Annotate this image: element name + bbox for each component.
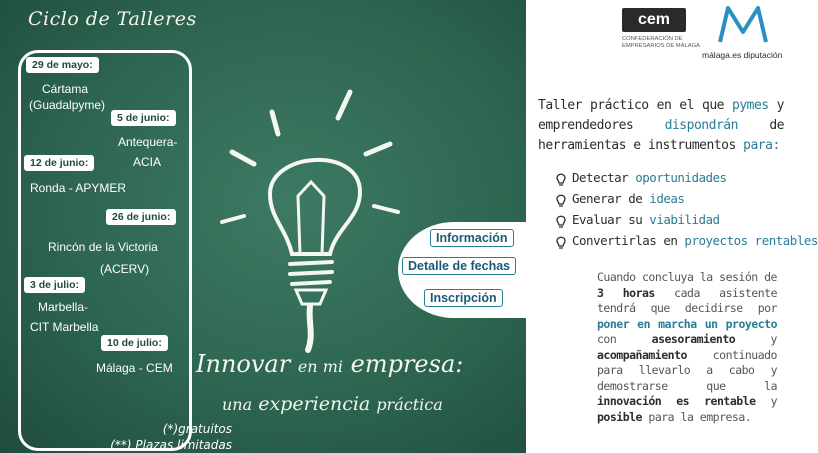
closing-paragraph: Cuando concluya la sesión de 3 horas cada asistente tendrá que decidirse por poner en marcha un proyecto con asesoramiento y acompañamiento continuado para llevarlo a cabo y demostrarse que la innovación es rentable y posible para la empresa. bbox=[597, 270, 777, 424]
subtitle-word: práctica bbox=[376, 395, 443, 414]
place-label: Málaga - CEM bbox=[96, 361, 173, 375]
dates-button[interactable]: Detalle de fechas bbox=[402, 257, 516, 275]
list-item: Detectar oportunidades bbox=[554, 170, 818, 191]
info-panel bbox=[526, 0, 818, 453]
bulb-bullet-icon bbox=[554, 192, 568, 208]
bulb-bullet-icon bbox=[554, 234, 568, 250]
date-tag: 26 de junio: bbox=[106, 209, 176, 225]
place-label: Marbella- bbox=[38, 300, 89, 314]
date-tag: 3 de julio: bbox=[24, 277, 85, 293]
bulb-bullet-icon bbox=[554, 213, 568, 229]
date-tag: 5 de junio: bbox=[111, 110, 176, 126]
place-label: Antequera- bbox=[118, 135, 178, 149]
lightbulb-icon bbox=[210, 82, 410, 352]
title-word: Innovar bbox=[196, 350, 291, 378]
place-label: ACIA bbox=[133, 155, 162, 169]
cem-logo: cem bbox=[622, 8, 686, 32]
place-label: Rincón de la Victoria bbox=[48, 240, 158, 254]
place-label: (Guadalpyme) bbox=[29, 98, 106, 112]
list-item: Generar de ideas bbox=[554, 191, 818, 212]
signup-button[interactable]: Inscripción bbox=[424, 289, 503, 307]
limited-note: (**) Plazas limitadas bbox=[110, 438, 232, 452]
subtitle-word: una bbox=[222, 395, 253, 414]
intro-paragraph: Taller práctico en el que pymes y emprendedores dispondrán de herramientas e instrumentos para: bbox=[538, 98, 784, 153]
subtitle-word: experiencia bbox=[258, 393, 371, 415]
place-label: Cártama bbox=[42, 82, 89, 96]
list-item: Evaluar su viabilidad bbox=[554, 212, 818, 233]
cycle-title: Ciclo de Talleres bbox=[28, 8, 197, 30]
date-tag: 12 de junio: bbox=[24, 155, 94, 171]
title-word: en mi bbox=[297, 357, 343, 376]
subtitle bbox=[222, 393, 443, 415]
list-item: Convertirlas en proyectos rentables bbox=[554, 233, 818, 254]
malaga-logo-text: málaga.es diputación bbox=[702, 50, 783, 60]
place-label: (ACERV) bbox=[100, 262, 150, 276]
main-title bbox=[196, 350, 463, 378]
date-tag: 29 de mayo: bbox=[26, 57, 99, 73]
goals-list bbox=[554, 170, 818, 254]
place-label: Ronda - APYMER bbox=[30, 181, 127, 195]
place-label: CIT Marbella bbox=[30, 320, 99, 334]
cem-logo-subtitle: CONFEDERACIÓN DE EMPRESARIOS DE MÁLAGA bbox=[622, 36, 700, 49]
bulb-bullet-icon bbox=[554, 171, 568, 187]
date-tag: 10 de julio: bbox=[101, 335, 168, 351]
malaga-m-logo bbox=[712, 2, 774, 46]
info-button[interactable]: Información bbox=[430, 229, 514, 247]
free-note: (*)gratuitos bbox=[162, 422, 232, 436]
title-word: empresa: bbox=[350, 350, 464, 378]
